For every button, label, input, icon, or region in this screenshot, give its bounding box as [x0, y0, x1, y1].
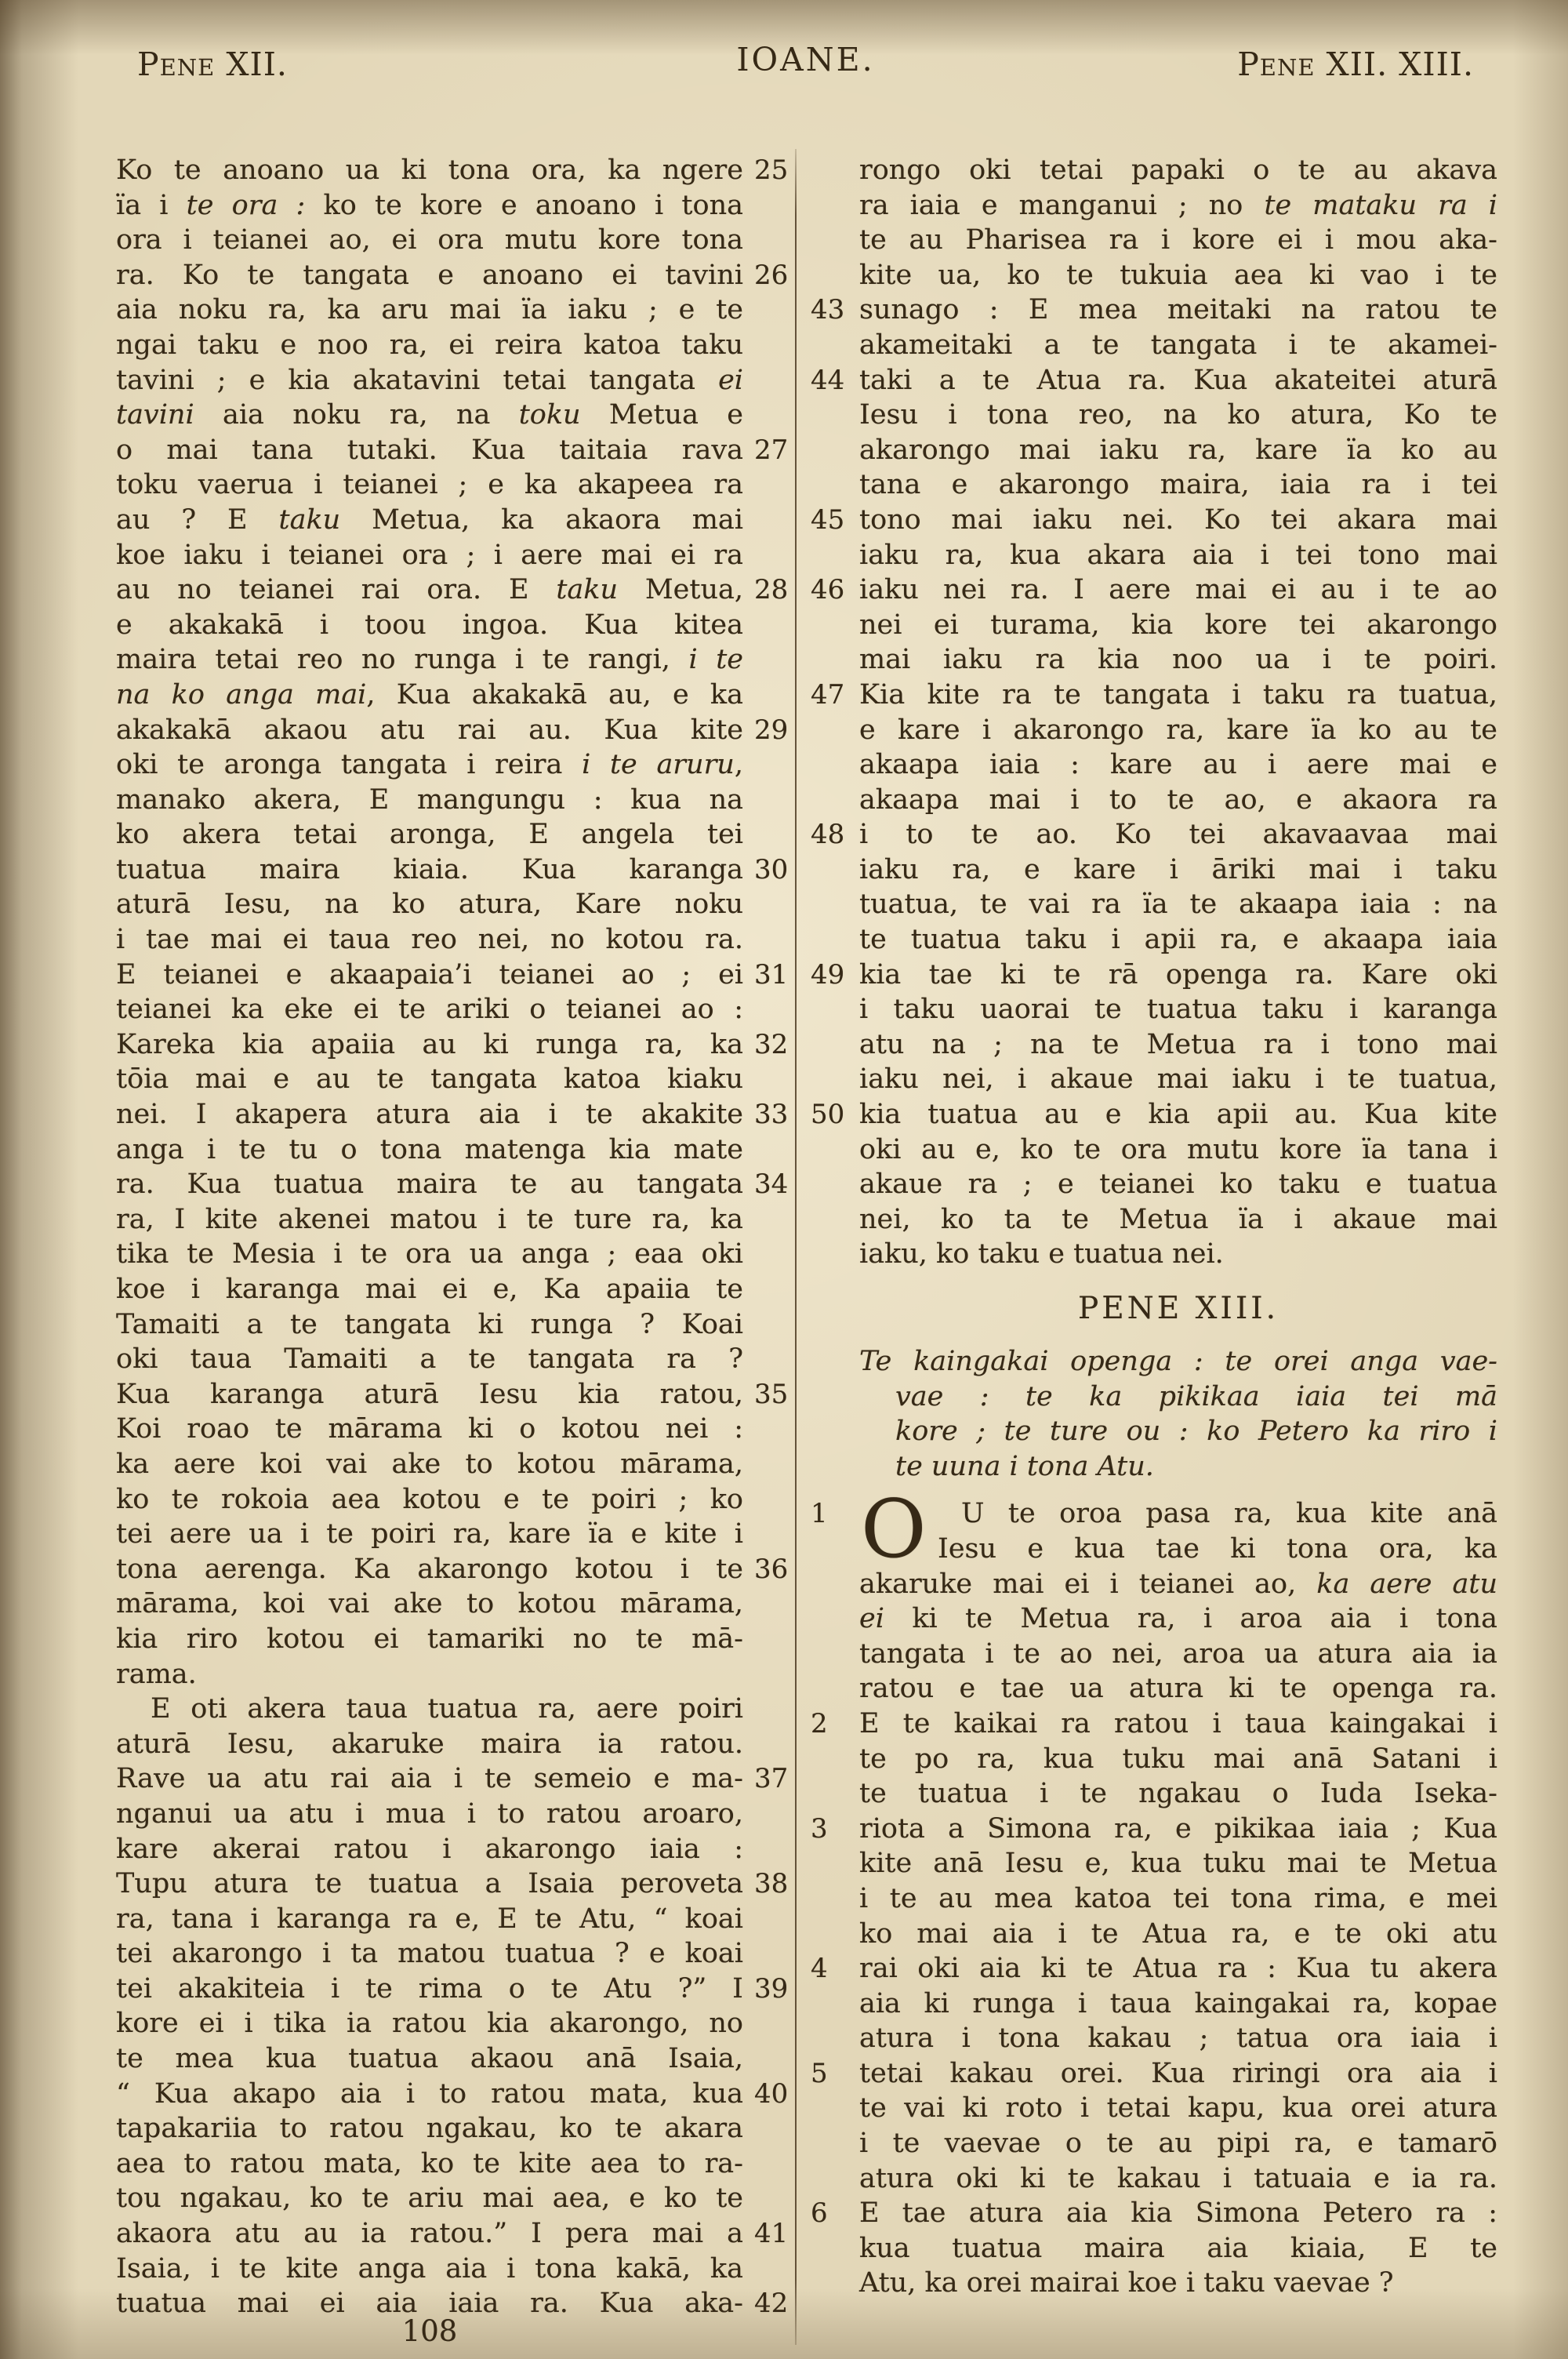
- running-head: [137, 41, 1474, 85]
- verse-number: 38: [754, 1868, 789, 1900]
- text-line: akaue ra ; e teianei ko taku e tuatua: [859, 1169, 1497, 1201]
- running-head-right: Pene XII. XIII.: [1237, 45, 1474, 83]
- text-line: Iesu e kua tae ki tona ora, ka: [938, 1532, 1497, 1565]
- text-line: Iesu i tona reo, na ko atura, Ko te: [859, 399, 1497, 431]
- text-line: tuatua mai ei aia iaia ra. Kua aka- 42: [116, 2286, 743, 2321]
- text-line: iaku nei ra. I aere mai ei au i te ao 46: [859, 572, 1497, 608]
- verse-number: 43: [811, 294, 845, 326]
- text-line: Koi roao te mārama ki o kotou nei :: [116, 1413, 743, 1445]
- text-line: ra. Kua tuatua maira te au tangata 34: [116, 1167, 743, 1202]
- text-line: au ? E taku Metua, ka akaora mai: [116, 503, 743, 536]
- running-head-title: IOANE.: [736, 41, 875, 78]
- text-line: na ko anga mai, Kua akakakā au, e ka: [116, 678, 743, 711]
- right-column: [811, 153, 1497, 2301]
- text-line: koe i karanga mai ei e, Ka apaiia te: [116, 1274, 743, 1305]
- text-line: nei ei turama, kia kore tei akarongo: [859, 609, 1497, 641]
- italic-text: ei: [718, 364, 743, 396]
- text-line: akarongo mai iaku ra, kare ïa ko au: [859, 434, 1497, 466]
- text-line: manako akera, E mangungu : kua na: [116, 783, 743, 816]
- text-line: Ko te anoano ua ki tona ora, ka ngere 25: [116, 153, 743, 188]
- text-line: nei. I akapera atura aia i te akakite 33: [116, 1097, 743, 1132]
- verse-number: 37: [754, 1763, 789, 1795]
- italic-text: tavini: [116, 399, 194, 431]
- text-line: aia noku ra, ka aru mai ïa iaku ; e te: [116, 294, 743, 326]
- text-line: ra, tana i karanga ra e, E te Atu, “ koai: [116, 1903, 743, 1935]
- verse-number: 28: [754, 574, 789, 606]
- italic-text: ei: [859, 1603, 884, 1635]
- text-line: mārama, koi vai ake to kotou mārama,: [116, 1588, 743, 1620]
- verse-number: 5: [811, 2057, 828, 2089]
- text-line: U te oroa pasa ra, kua kite anā 1: [859, 1496, 1497, 1532]
- verse-number: 44: [811, 364, 845, 396]
- text-line: akakakā akaou atu rai au. Kua kite 29: [116, 713, 743, 748]
- verse-number: 32: [754, 1028, 789, 1060]
- text-line: oki te aronga tangata i reira i te aruru,: [116, 749, 743, 781]
- text-line: tangata i te ao nei, aroa ua atura aia ia: [859, 1637, 1497, 1670]
- text-line: ko mai aia i te Atua ra, e te oki atu: [859, 1917, 1497, 1950]
- text-line: Rave ua atu rai aia i te semeio e ma- 37: [116, 1761, 743, 1797]
- text-line: ka aere koi vai ake to kotou mārama,: [116, 1448, 743, 1480]
- text-line: Kua karanga aturā Iesu kia ratou, 35: [116, 1377, 743, 1412]
- text-line: tōia mai e au te tangata katoa kiaku: [116, 1063, 743, 1096]
- text-line: kua tuatua maira aia kiaia, E te: [859, 2232, 1497, 2264]
- text-line: riota a Simona ra, e pikikaa iaia ; Kua 3: [859, 1812, 1497, 1847]
- text-line: Te kaingakai openga : te orei anga vae-: [859, 1346, 1497, 1377]
- chapter-summary: [859, 1344, 1497, 1484]
- text-line: kia tuatua au e kia apii au. Kua kite 50: [859, 1097, 1497, 1132]
- text-line: mai iaku ra kia noo ua i te poiri.: [859, 644, 1497, 676]
- text-line: Tamaiti a te tangata ki runga ? Koai: [116, 1308, 743, 1340]
- text-line: te tuatua i te ngakau o Iuda Iseka-: [859, 1778, 1497, 1810]
- text-line: tika te Mesia i te ora ua anga ; eaa oki: [116, 1238, 743, 1270]
- text-line: tapakariia to ratou ngakau, ko te akara: [116, 2113, 743, 2145]
- text-line: tuatua, te vai ra ïa te akaapa iaia : na: [859, 889, 1497, 921]
- text-line: ïa i te ora : ko te kore e anoano i tona: [116, 189, 743, 221]
- text-line: akaora atu au ia ratou.” I pera mai a 41: [116, 2216, 743, 2252]
- drop-cap: O: [861, 1483, 927, 1577]
- text-line: E oti akera taua tuatua ra, aere poiri: [151, 1693, 743, 1725]
- text-line: koe iaku i teianei ora ; i aere mai ei ra: [116, 539, 743, 571]
- verse-number: 33: [754, 1099, 789, 1131]
- text-line: vae : te ka pikikaa iaia tei mā: [895, 1380, 1497, 1412]
- text-line: atura oki ki te kakau i tatuaia e ia ra.: [859, 2162, 1497, 2194]
- text-line: atu na ; na te Metua ra i tono mai: [859, 1028, 1497, 1060]
- italic-text: taku: [556, 574, 619, 606]
- verse-number: 48: [811, 819, 845, 851]
- text-line: rama.: [116, 1658, 197, 1690]
- text-line: aia ki runga i taua kaingakai ra, kopae: [859, 1987, 1497, 2019]
- text-line: ra iaia e manganui ; no te mataku ra i: [859, 189, 1497, 221]
- italic-text: i te: [688, 644, 743, 676]
- text-line: tana e akarongo maira, iaia ra i tei: [859, 469, 1497, 501]
- page-number: 108: [401, 2314, 458, 2348]
- italic-text: na ko anga mai: [116, 678, 367, 711]
- chapter-body: [811, 1483, 1497, 2301]
- verse-number: 41: [754, 2218, 789, 2250]
- text-line: E te kaikai ra ratou i taua kaingakai i 2: [859, 1707, 1497, 1742]
- text-line: kia riro kotou ei tamariki no te mā-: [116, 1623, 743, 1655]
- text-line: i te vaevae o te au pipi ra, e tamarō: [859, 2128, 1497, 2160]
- italic-text: i te aruru: [582, 749, 735, 781]
- text-line: te po ra, kua tuku mai anā Satani i: [859, 1743, 1497, 1775]
- italic-text: te ora :: [186, 189, 306, 221]
- text-line: oki taua Tamaiti a te tangata ra ?: [116, 1343, 743, 1376]
- text-line: tavini aia noku ra, na toku Metua e: [116, 399, 743, 431]
- verse-number: 36: [754, 1553, 789, 1585]
- text-line: i tae mai ei taua reo nei, no kotou ra.: [116, 924, 743, 956]
- text-line: iaku ra, kua akara aia i tei tono mai: [859, 539, 1497, 571]
- text-line: rai oki aia ki te Atua ra : Kua tu akera 4: [859, 1951, 1497, 1986]
- text-line: kite anā Iesu e, kua tuku mai te Metua: [859, 1848, 1497, 1880]
- text-line: ei ki te Metua ra, i aroa aia i tona: [859, 1603, 1497, 1635]
- text-line: “ Kua akapo aia i to ratou mata, kua 40: [116, 2077, 743, 2112]
- text-line: ko akera tetai aronga, E angela tei: [116, 819, 743, 851]
- text-line: iaku nei, i akaue mai iaku i te tuatua,: [859, 1063, 1497, 1096]
- text-line: tetai kakau orei. Kua riringi ora aia i 5: [859, 2056, 1497, 2092]
- verse-number: 50: [811, 1099, 845, 1131]
- text-line: ratou e tae ua atura ki te openga ra.: [859, 1673, 1497, 1705]
- text-line: E tae atura aia kia Simona Petero ra : 6: [859, 2196, 1497, 2231]
- left-column: [116, 153, 789, 2321]
- text-line: akaapa mai i to te ao, e akaora ra: [859, 783, 1497, 816]
- verse-number: 26: [754, 259, 789, 291]
- text-line: kore ei i tika ia ratou kia akarongo, no: [116, 2008, 743, 2040]
- text-line: i te au mea katoa tei tona rima, e mei: [859, 1882, 1497, 1914]
- text-line: kore ; te ture ou : ko Petero ka riro i: [895, 1416, 1497, 1448]
- text-line: ra. Ko te tangata e anoano ei tavini 26: [116, 258, 743, 293]
- text-line: nganui ua atu i mua i to ratou aroaro,: [116, 1797, 743, 1830]
- text-line: E teianei e akaapaia’i teianei ao ; ei 31: [116, 958, 743, 993]
- verse-number: 49: [811, 958, 845, 990]
- verse-number: 45: [811, 503, 845, 536]
- text-line: nei, ko ta te Metua ïa i akaue mai: [859, 1203, 1497, 1235]
- text-line: tou ngakau, ko te ariu mai aea, e ko te: [116, 2183, 743, 2215]
- text-line: i to te ao. Ko tei akavaavaa mai 48: [859, 817, 1497, 852]
- text-line: akaapa iaia : kare au i aere mai e: [859, 749, 1497, 781]
- verse-number: 46: [811, 574, 845, 606]
- verse-number: 35: [754, 1378, 789, 1410]
- chapter-heading: PENE XIII.: [1077, 1291, 1279, 1326]
- text-line: ngai taku e noo ra, ei reira katoa taku: [116, 329, 743, 361]
- text-line: tavini ; e kia akatavini tetai tangata ei: [116, 364, 743, 396]
- text-line: akameitaki a te tangata i te akamei-: [859, 329, 1497, 361]
- text-line: ko te rokoia aea kotou e te poiri ; ko: [116, 1483, 743, 1515]
- text-line: te au Pharisea ra i kore ei i mou aka-: [859, 224, 1497, 256]
- text-line: te mea kua tuatua akaou anā Isaia,: [116, 2043, 743, 2075]
- column-divider: [795, 149, 797, 2345]
- text-line: tei aere ua i te poiri ra, kare ïa e kite i: [116, 1518, 743, 1550]
- text-line: akaruke mai ei i teianei ao, ka aere atu: [859, 1568, 1497, 1600]
- text-line: teianei ka eke ei te ariki o teianei ao :: [116, 994, 743, 1026]
- text-line: kite ua, ko te tukuia aea ki vao i te: [859, 259, 1497, 291]
- verse-number: 39: [754, 1972, 789, 2005]
- text-line: i taku uaorai te tuatua taku i karanga: [859, 994, 1497, 1026]
- text-line: atura i tona kakau ; tatua ora iaia i: [859, 2023, 1497, 2055]
- text-line: tei akarongo i ta matou tuatua ? e koai: [116, 1938, 743, 1970]
- text-line: te uuna i tona Atu.: [895, 1450, 1154, 1482]
- italic-text: taku: [278, 503, 341, 536]
- text-line: aea to ratou mata, ko te kite aea to ra-: [116, 2147, 743, 2179]
- verse-number: 6: [811, 2197, 828, 2230]
- text-line: te tuatua taku i apii ra, e akaapa iaia: [859, 924, 1497, 956]
- text-line: ora i teianei ao, ei ora mutu kore tona: [116, 224, 743, 256]
- verse-number: 30: [754, 853, 789, 885]
- text-line: tono mai iaku nei. Ko tei akara mai 45: [859, 503, 1497, 538]
- text-line: ra, I kite akenei matou i te ture ra, ka: [116, 1203, 743, 1235]
- text-line: o mai tana tutaki. Kua taitaia rava 27: [116, 433, 743, 468]
- text-line: te vai ki roto i tetai kapu, kua orei atura: [859, 2092, 1497, 2125]
- verse-number: 40: [754, 2077, 789, 2110]
- italic-text: toku: [518, 399, 581, 431]
- verse-number: 47: [811, 678, 845, 711]
- verse-number: 4: [811, 1953, 828, 1985]
- verse-number: 1: [811, 1498, 828, 1530]
- text-line: Tupu atura te tuatua a Isaia peroveta 38: [116, 1866, 743, 1902]
- text-line: toku vaerua i teianei ; e ka akapeea ra: [116, 469, 743, 501]
- text-line: anga i te tu o tona matenga kia mate: [116, 1133, 743, 1165]
- verse-number: 31: [754, 958, 789, 990]
- text-line: au no teianei rai ora. E taku Metua, 28: [116, 572, 743, 608]
- text-line: e kare i akarongo ra, kare ïa ko au te: [859, 714, 1497, 746]
- italic-text: te mataku ra i: [1264, 189, 1497, 221]
- text-line: Isaia, i te kite anga aia i tona kakā, ka: [116, 2252, 743, 2284]
- verse-number: 29: [754, 714, 789, 746]
- text-line: oki au e, ko te ora mutu kore ïa tana i: [859, 1133, 1497, 1165]
- text-line: Kareka kia apaiia au ki runga ra, ka 32: [116, 1027, 743, 1063]
- text-line: iaku, ko taku e tuatua nei.: [859, 1238, 1224, 1270]
- text-line: kia tae ki te rā openga ra. Kare oki 49: [859, 958, 1497, 993]
- text-line: kare akerai ratou i akarongo iaia :: [116, 1833, 743, 1865]
- verse-number: 42: [754, 2288, 789, 2320]
- verse-number: 34: [754, 1169, 789, 1201]
- text-line: Atu, ka orei mairai koe i taku vaevae ?: [859, 2267, 1394, 2299]
- italic-text: ka aere atu: [1316, 1568, 1497, 1600]
- verse-number: 3: [811, 1812, 828, 1845]
- text-line: maira tetai reo no runga i te rangi, i te: [116, 644, 743, 676]
- text-line: taki a te Atua ra. Kua akateitei aturā 44: [859, 363, 1497, 398]
- text-line: aturā Iesu, akaruke maira ia ratou.: [116, 1728, 743, 1760]
- text-line: rongo oki tetai papaki o te au akava: [859, 154, 1497, 186]
- verse-number: 27: [754, 434, 789, 466]
- text-line: Kia kite ra te tangata i taku ra tuatua, 47: [859, 678, 1497, 713]
- text-line: tona aerenga. Ka akarongo kotou i te 36: [116, 1552, 743, 1587]
- text-line: e akakakā i toou ingoa. Kua kitea: [116, 609, 743, 641]
- text-line: iaku ra, e kare i āriki mai i taku: [859, 853, 1497, 885]
- text-line: tei akakiteia i te rima o te Atu ?” I 39: [116, 1972, 743, 2007]
- text-line: sunago : E mea meitaki na ratou te 43: [859, 293, 1497, 328]
- verse-number: 25: [754, 154, 789, 186]
- running-head-left: Pene XII.: [137, 45, 288, 83]
- text-line: tuatua maira kiaia. Kua karanga 30: [116, 852, 743, 888]
- text-line: aturā Iesu, na ko atura, Kare noku: [116, 889, 743, 921]
- verse-number: 2: [811, 1707, 828, 1739]
